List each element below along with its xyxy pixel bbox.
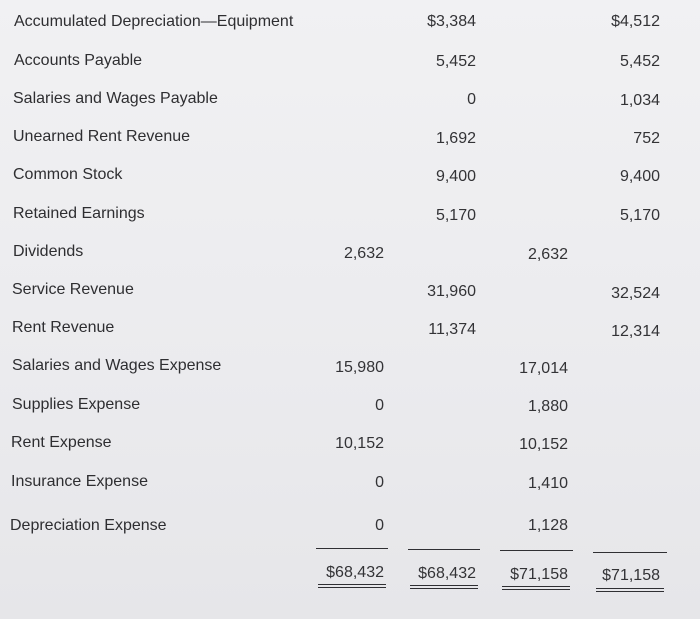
adj-debit-value: 1,880 — [527, 398, 568, 415]
double-underline — [502, 586, 570, 590]
adj-debit-value: 10,152 — [519, 436, 568, 453]
tb-credit-value: 1,692 — [435, 130, 476, 147]
total-rule — [593, 552, 667, 553]
double-underline — [596, 588, 664, 592]
account-name: Rent Revenue — [12, 319, 115, 336]
double-underline — [318, 584, 386, 588]
tb-debit-total: $68,432 — [326, 564, 384, 581]
adj-credit-value: 9,400 — [619, 168, 660, 185]
account-name: Dividends — [13, 243, 84, 260]
tb-debit-value: 0 — [375, 517, 384, 534]
account-name: Accumulated Depreciation—Equipment — [14, 13, 294, 30]
tb-credit-value: 9,400 — [435, 168, 476, 185]
adj-credit-value: 752 — [633, 130, 660, 147]
adj-debit-value: 1,410 — [527, 475, 568, 492]
account-name: Service Revenue — [12, 281, 134, 298]
tb-credit-value: 11,374 — [428, 321, 476, 338]
account-name: Accounts Payable — [14, 52, 143, 69]
tb-credit-value: 0 — [467, 91, 476, 108]
total-rule — [500, 550, 573, 551]
account-name: Retained Earnings — [13, 205, 145, 222]
adj-credit-total: $71,158 — [602, 567, 660, 584]
double-underline — [410, 585, 478, 589]
adj-credit-value: $4,512 — [611, 13, 660, 30]
tb-debit-value: 0 — [375, 397, 384, 414]
tb-credit-total: $68,432 — [418, 565, 476, 582]
adj-credit-value: 1,034 — [619, 92, 660, 109]
tb-debit-value: 10,152 — [335, 435, 384, 452]
tb-credit-value: 31,960 — [427, 283, 476, 300]
tb-credit-value: 5,170 — [435, 207, 476, 224]
adj-credit-value: 5,170 — [619, 207, 660, 224]
adj-debit-total: $71,158 — [510, 566, 568, 583]
account-name: Salaries and Wages Payable — [13, 90, 218, 107]
account-name: Unearned Rent Revenue — [13, 128, 191, 145]
tb-credit-value: $3,384 — [427, 13, 476, 30]
account-name: Rent Expense — [11, 434, 112, 451]
tb-debit-value: 2,632 — [343, 245, 384, 262]
account-name: Supplies Expense — [12, 396, 141, 413]
adj-credit-value: 12,314 — [611, 323, 660, 340]
total-rule — [408, 549, 480, 550]
adj-credit-value: 5,452 — [619, 53, 660, 70]
account-name: Common Stock — [13, 166, 123, 183]
adj-credit-value: 32,524 — [611, 285, 660, 302]
account-name: Insurance Expense — [11, 473, 148, 490]
tb-credit-value: 5,452 — [435, 53, 476, 70]
account-name: Salaries and Wages Expense — [12, 357, 222, 374]
adj-debit-value: 17,014 — [519, 360, 568, 377]
total-rule — [316, 548, 388, 549]
tb-debit-value: 15,980 — [335, 359, 384, 376]
tb-debit-value: 0 — [375, 474, 384, 491]
adj-debit-value: 1,128 — [527, 517, 568, 534]
account-name: Depreciation Expense — [10, 517, 167, 534]
adj-debit-value: 2,632 — [527, 246, 568, 263]
